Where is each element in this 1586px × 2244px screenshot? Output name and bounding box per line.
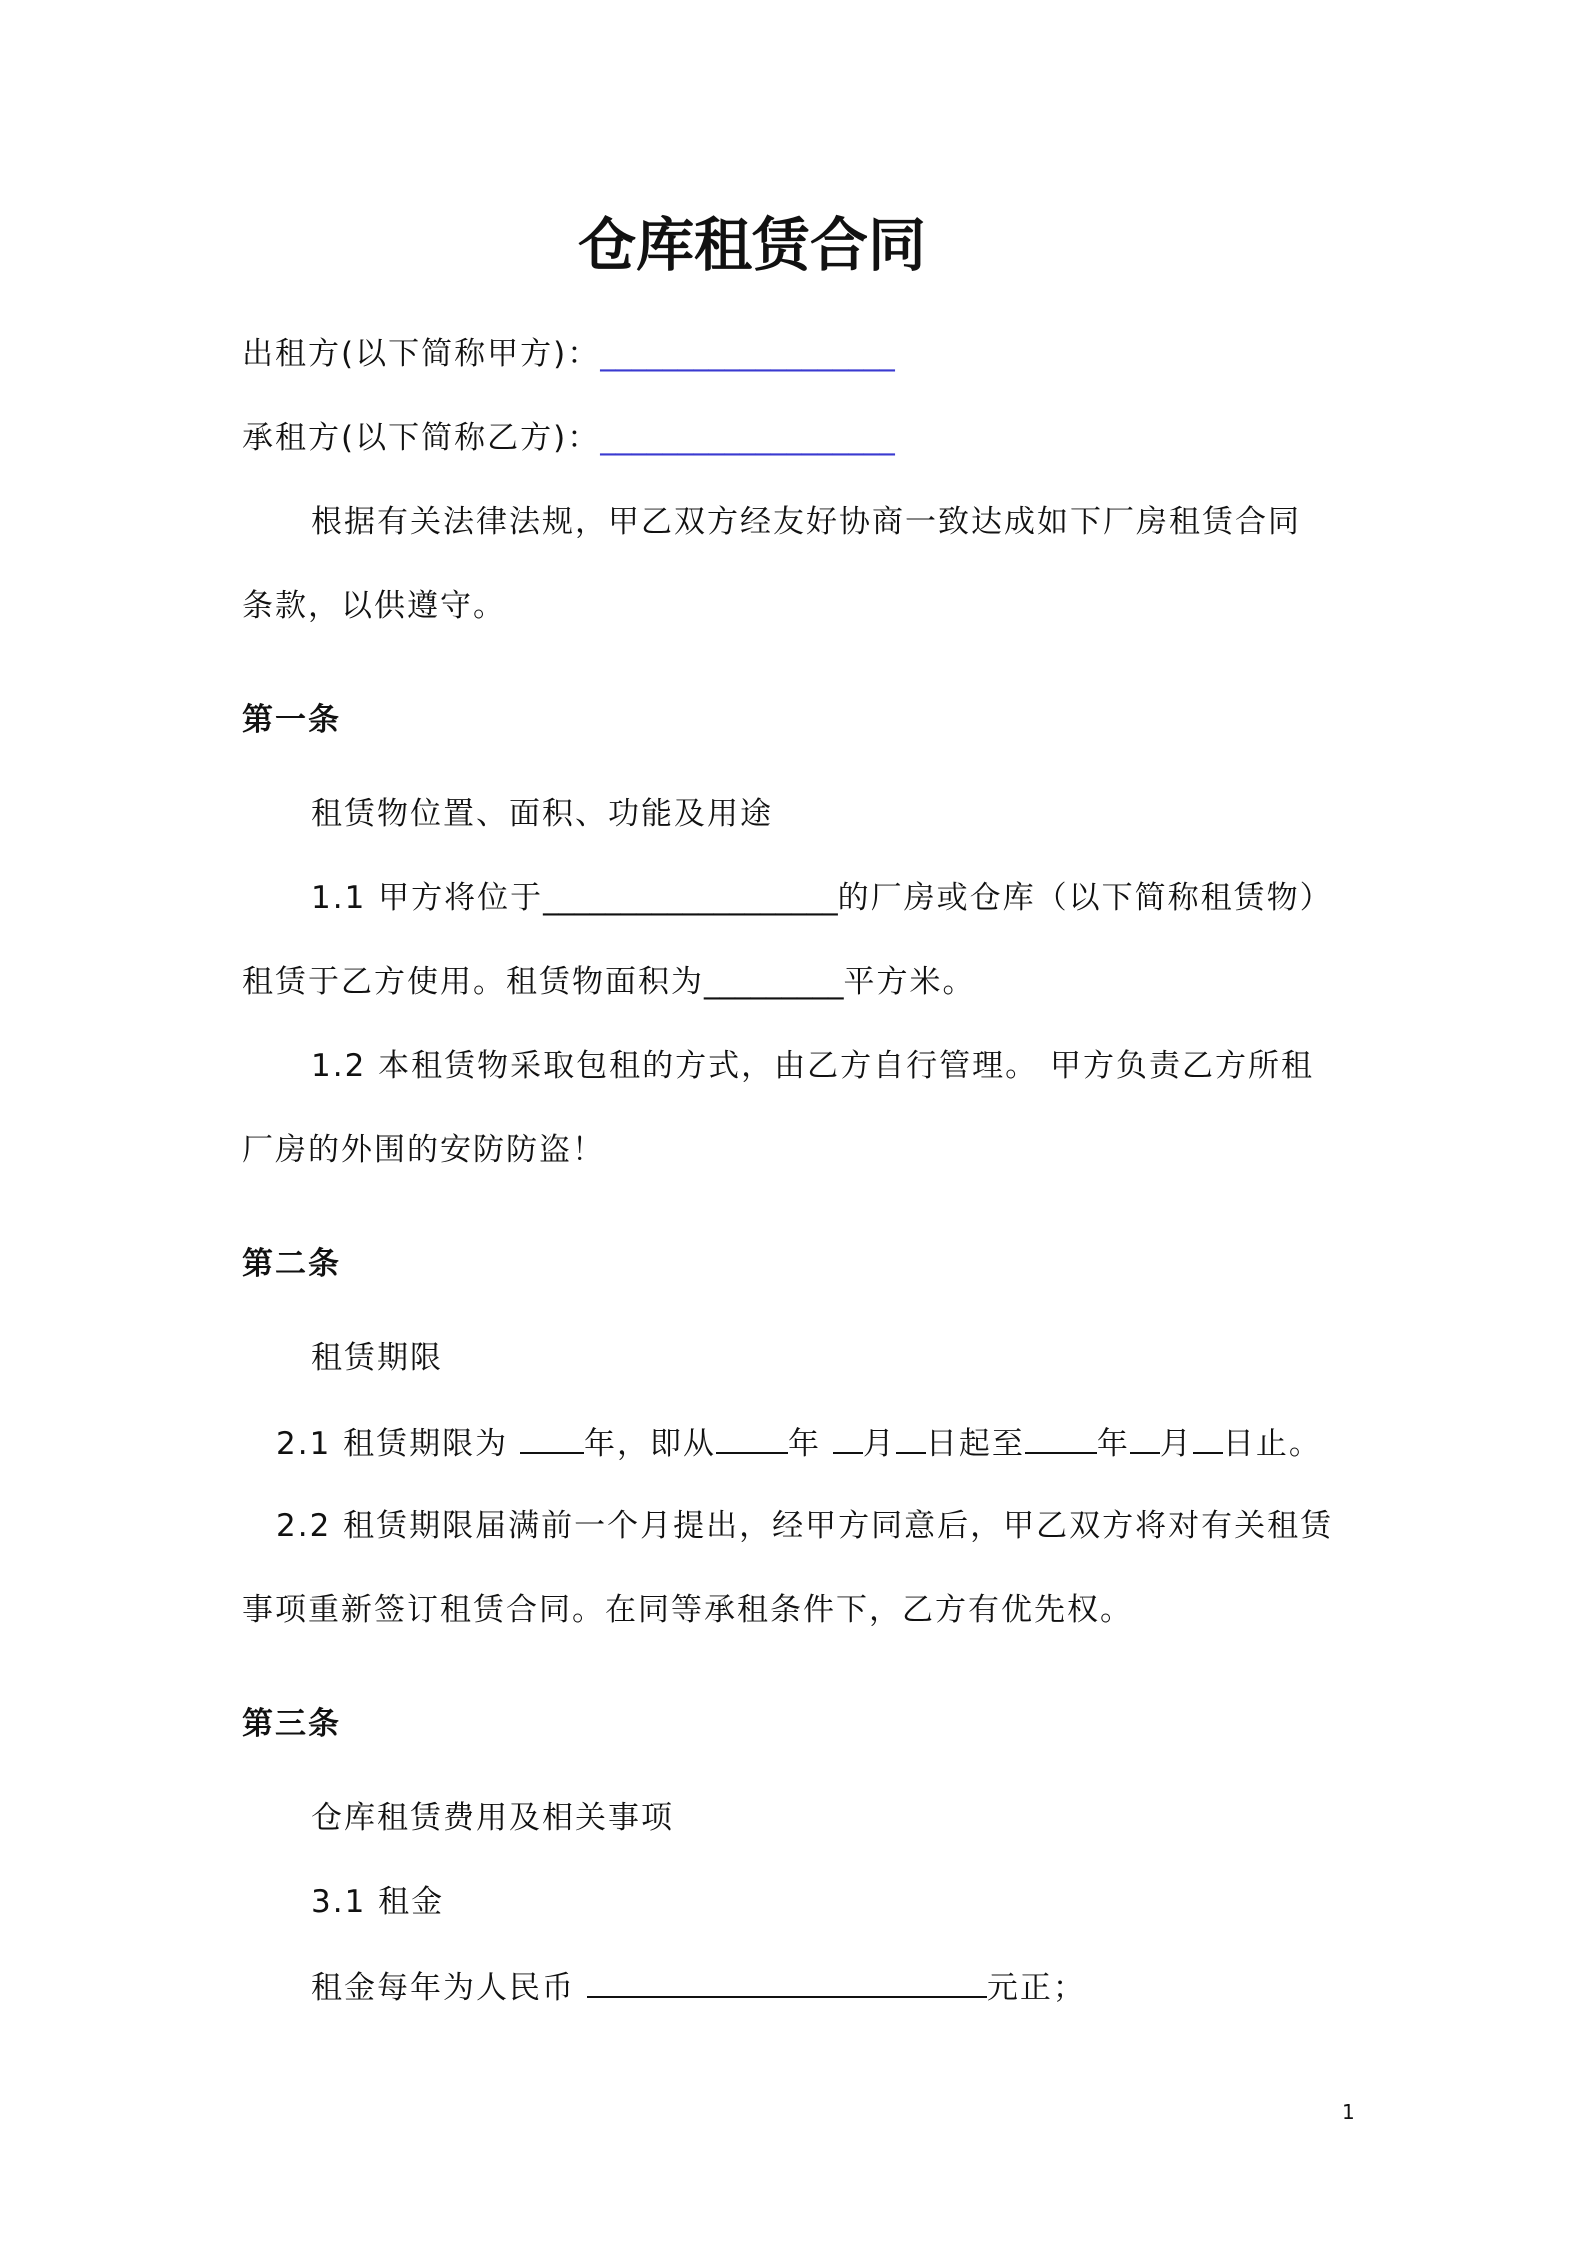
clause-2-1-text-f: 年 — [1096, 1426, 1130, 1462]
clause-2-1 — [276, 1422, 1322, 1464]
clause-2-1-text-c: 年 — [788, 1426, 822, 1462]
start-day-blank[interactable] — [896, 1422, 926, 1454]
clause-2-1-text-g: 月 — [1159, 1426, 1193, 1462]
article-3-subtitle: 仓库租赁费用及相关事项 — [311, 1800, 674, 1836]
clause-1-1-line-2 — [242, 962, 976, 1002]
rent-amount-blank[interactable] — [587, 1966, 987, 1998]
clause-1-2-line-1: 1.2 本租赁物采取包租的方式，由乙方自行管理。 甲方负责乙方所租 — [311, 1048, 1315, 1084]
document-title: 仓库租赁合同 — [578, 211, 927, 279]
clause-2-2-line-1: 2.2 租赁期限届满前一个月提出，经甲方同意后，甲乙双方将对有关租赁 — [276, 1508, 1334, 1544]
clause-1-1-text-b: 的厂房或仓库（以下简称租赁物） — [837, 880, 1333, 916]
lessor-line — [242, 334, 895, 374]
clause-3-1-heading: 3.1 租金 — [311, 1884, 445, 1920]
article-2-subtitle: 租赁期限 — [311, 1340, 443, 1376]
end-year-blank[interactable] — [1025, 1422, 1097, 1454]
clause-1-1-text-c: 租赁于乙方使用。租赁物面积为 — [242, 964, 704, 1000]
end-day-blank[interactable] — [1193, 1422, 1223, 1454]
lessee-line — [242, 418, 895, 458]
clause-2-2-line-2: 事项重新签订租赁合同。在同等承租条件下，乙方有优先权。 — [242, 1592, 1133, 1628]
rent-line — [311, 1966, 1086, 2008]
lessee-blank[interactable]: ___________________ — [600, 420, 895, 456]
lessor-blank[interactable]: ___________________ — [600, 336, 895, 372]
article-2-heading: 第二条 — [242, 1246, 341, 1282]
area-blank[interactable]: _________ — [704, 964, 844, 1000]
clause-2-1-text-h: 日止。 — [1222, 1426, 1322, 1462]
start-year-blank[interactable] — [716, 1422, 788, 1454]
clause-2-1-text-b: 年，即从 — [584, 1426, 717, 1462]
lessor-label: 出租方(以下简称甲方)： — [242, 336, 601, 372]
clause-2-1-text-d: 月 — [862, 1426, 896, 1462]
article-3-heading: 第三条 — [242, 1706, 341, 1742]
article-1-subtitle: 租赁物位置、面积、功能及用途 — [311, 796, 773, 832]
page-number: 1 — [1342, 2100, 1355, 2124]
rent-text-b: 元正； — [986, 1970, 1086, 2006]
years-blank[interactable] — [520, 1422, 584, 1454]
clause-2-1-text-e: 日起至 — [925, 1426, 1025, 1462]
clause-1-1-text-a: 1.1 甲方将位于 — [311, 880, 544, 916]
clause-1-1-line-1 — [311, 878, 1333, 918]
intro-line-1: 根据有关法律法规，甲乙双方经友好协商一致达成如下厂房租赁合同 — [311, 504, 1301, 540]
location-blank[interactable]: ___________________ — [543, 880, 838, 916]
lessee-label: 承租方(以下简称乙方)： — [242, 420, 601, 456]
intro-line-2: 条款，以供遵守。 — [242, 588, 506, 624]
start-month-blank[interactable] — [833, 1422, 863, 1454]
clause-2-1-text-a: 2.1 租赁期限为 — [276, 1426, 509, 1462]
rent-text-a: 租金每年为人民币 — [311, 1970, 575, 2006]
article-1-heading: 第一条 — [242, 702, 341, 738]
clause-1-2-line-2: 厂房的外围的安防防盗！ — [242, 1132, 605, 1168]
end-month-blank[interactable] — [1130, 1422, 1160, 1454]
clause-1-1-text-d: 平方米。 — [843, 964, 976, 1000]
